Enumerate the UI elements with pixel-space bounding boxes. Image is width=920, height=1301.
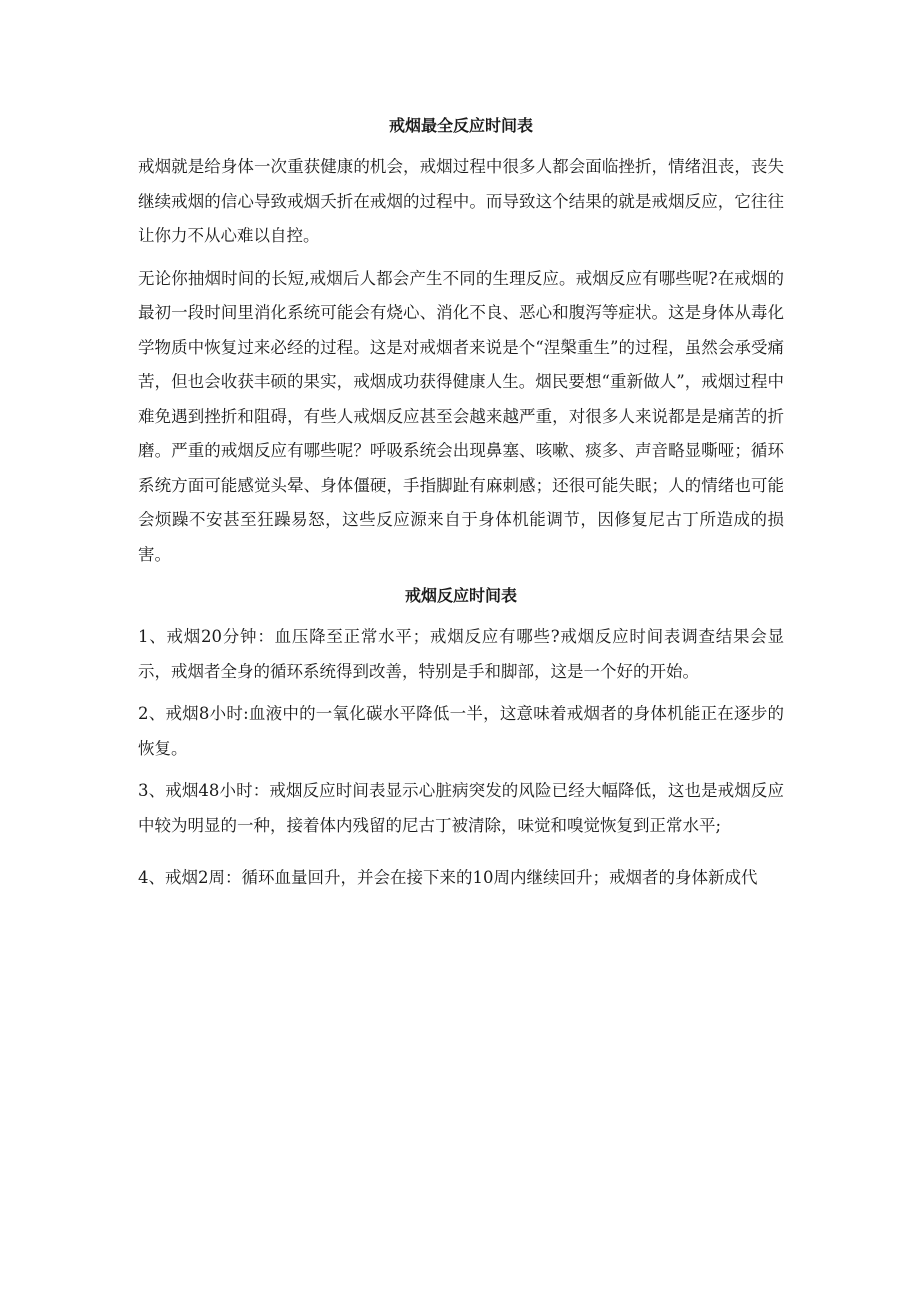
spacer (138, 766, 784, 774)
spacer (138, 142, 784, 150)
intro-paragraph-1: 戒烟就是给身体一次重获健康的机会，戒烟过程中很多人都会面临挫折，情绪沮丧，丧失继续戒烟的信心导致戒烟夭折在戒烟的过程中。而导致这个结果的就是戒烟反应，它往往让你力不从心难以自控。 (138, 157, 784, 245)
intro-paragraph-2: 无论你抽烟时间的长短,戒烟后人都会产生不同的生理反应。戒烟反应有哪些呢?在戒烟的最初一段时间里消化系统可能会有烧心、消化不良、恶心和腹泻等症状。这是身体从毒化学物质中恢复过来必经的过程。这是对戒烟者来说是个“涅槃重生”的过程，虽然会承受痛苦，但也会收获丰硕的果实，戒烟成功获得健康人生。烟民要想“重新做人”，戒烟过程中难免遇到挫折和阻碍，有些人戒烟反应甚至会越来越严重，对很多人来说都是是痛苦的折磨。严重的戒烟反应有哪些呢？呼吸系统会出现鼻塞、咳嗽、痰多、声音略显嘶哑；循环系统方面可能感觉头晕、身体僵硬，手指脚趾有麻刺感；还很可能失眠；人的情绪也可能会烦躁不安甚至狂躁易怒，这些反应源来自于身体机能调节，因修复尼古丁所造成的损害。 (138, 268, 784, 564)
document-title: 戒烟最全反应时间表 (388, 116, 533, 135)
timeline-item-2: 2、戒烟8小时:血液中的一氧化碳水平降低一半，这意味着戒烟者的身体机能正在逐步的恢复。 (138, 704, 784, 758)
timeline-item-1: 1、戒烟20分钟：血压降至正常水平；戒烟反应有哪些?戒烟反应时间表调查结果会显示，戒烟者全身的循环系统得到改善，特别是手和脚部，这是一个好的开始。 (138, 627, 784, 681)
timeline-item-3: 3、戒烟48小时：戒烟反应时间表显示心脏病突发的风险已经大幅降低，这也是戒烟反应中较为明显的一种，接着体内残留的尼古丁被清除，味觉和嗅觉恢复到正常水平; (138, 781, 784, 835)
spacer (138, 612, 784, 620)
document-page (138, 110, 784, 896)
spacer (138, 843, 784, 861)
section-title: 戒烟反应时间表 (404, 586, 517, 605)
spacer (138, 572, 784, 580)
spacer (138, 254, 784, 262)
timeline-item-4: 4、戒烟2周：循环血量回升，并会在接下来的10周内继续回升；戒烟者的身体新成代 (138, 868, 758, 887)
spacer (138, 689, 784, 697)
